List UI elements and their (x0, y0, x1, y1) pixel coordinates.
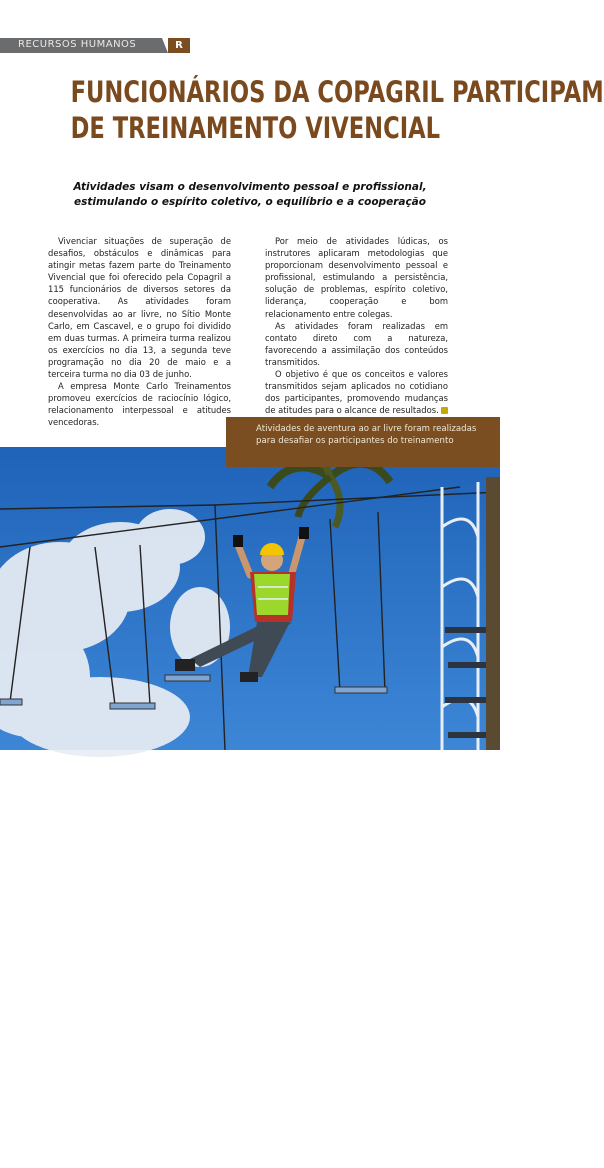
tree-trunk (486, 477, 500, 750)
article-subtitle: Atividades visam o desenvolvimento pessoal e profissional, estimulando o espírito coletivo, o equilíbrio e a cooperação (73, 181, 427, 208)
section-badge: R (168, 38, 190, 53)
right-paragraph-3-text: O objetivo é que os conceitos e valores transmitidos sejam aplicados no cotidiano dos participantes, promovendo mudanças de atitudes para o alcance de resultados. (265, 369, 448, 416)
left-paragraph-1: Vivenciar situações de superação de desafios, obstáculos e dinâmicas para atingir metas fazem parte do Treinamento Vivencial que foi oferecido pela Copagril a 115 funcionários de diversos setores da cooperativa. As atividades foram desenvolvidas ao ar livre, no Sítio Monte Carlo, em Cascavel, e o grupo foi dividido em duas turmas. A primeira turma realizou os exercícios no dia 13, a segunda teve programação no dia 20 de maio e a terceira turma no dia 03 de junho. (48, 236, 231, 380)
right-paragraph-2: As atividades foram realizadas em contato direto com a natureza, favorecendo a assimilação dos conteúdos transmitidos. (265, 320, 448, 367)
left-paragraph-2: A empresa Monte Carlo Treinamentos promoveu exercícios de raciocínio lógico, relacionamento interpessoal e atitudes vencedoras. (48, 381, 231, 428)
photo-caption: Atividades de aventura ao ar livre foram realizadas para desafiar os participantes do treinamento (256, 424, 477, 446)
headline-line-2: DE TREINAMENTO VIVENCIAL (70, 111, 441, 145)
section-header-bar (0, 38, 190, 53)
right-paragraph-1: Por meio de atividades lúdicas, os instrutores aplicaram metodologias que proporcionam desenvolvimento pessoal e profissional, estimulando a persistência, solução de problemas, espírito coletivo, liderança, cooperação e bom relacionamento entre colegas. (265, 236, 448, 319)
section-label: RECURSOS HUMANOS (18, 39, 137, 50)
photo-illustration (0, 447, 500, 750)
photo-caption-box (226, 417, 500, 467)
footer-publication-text: JORNAL COPAGRIL - EDIÇÃO 115 - JUNHO/JULHO 2011 (6, 1161, 191, 1168)
article-headline (70, 74, 604, 146)
right-paragraph-3 (265, 368, 448, 416)
ropes-course-photo (0, 447, 500, 1168)
headline-line-1: FUNCIONÁRIOS DA COPAGRIL PARTICIPAM (70, 75, 604, 109)
article-end-icon (441, 407, 448, 414)
left-text-column (48, 235, 231, 429)
right-text-column (265, 235, 448, 416)
